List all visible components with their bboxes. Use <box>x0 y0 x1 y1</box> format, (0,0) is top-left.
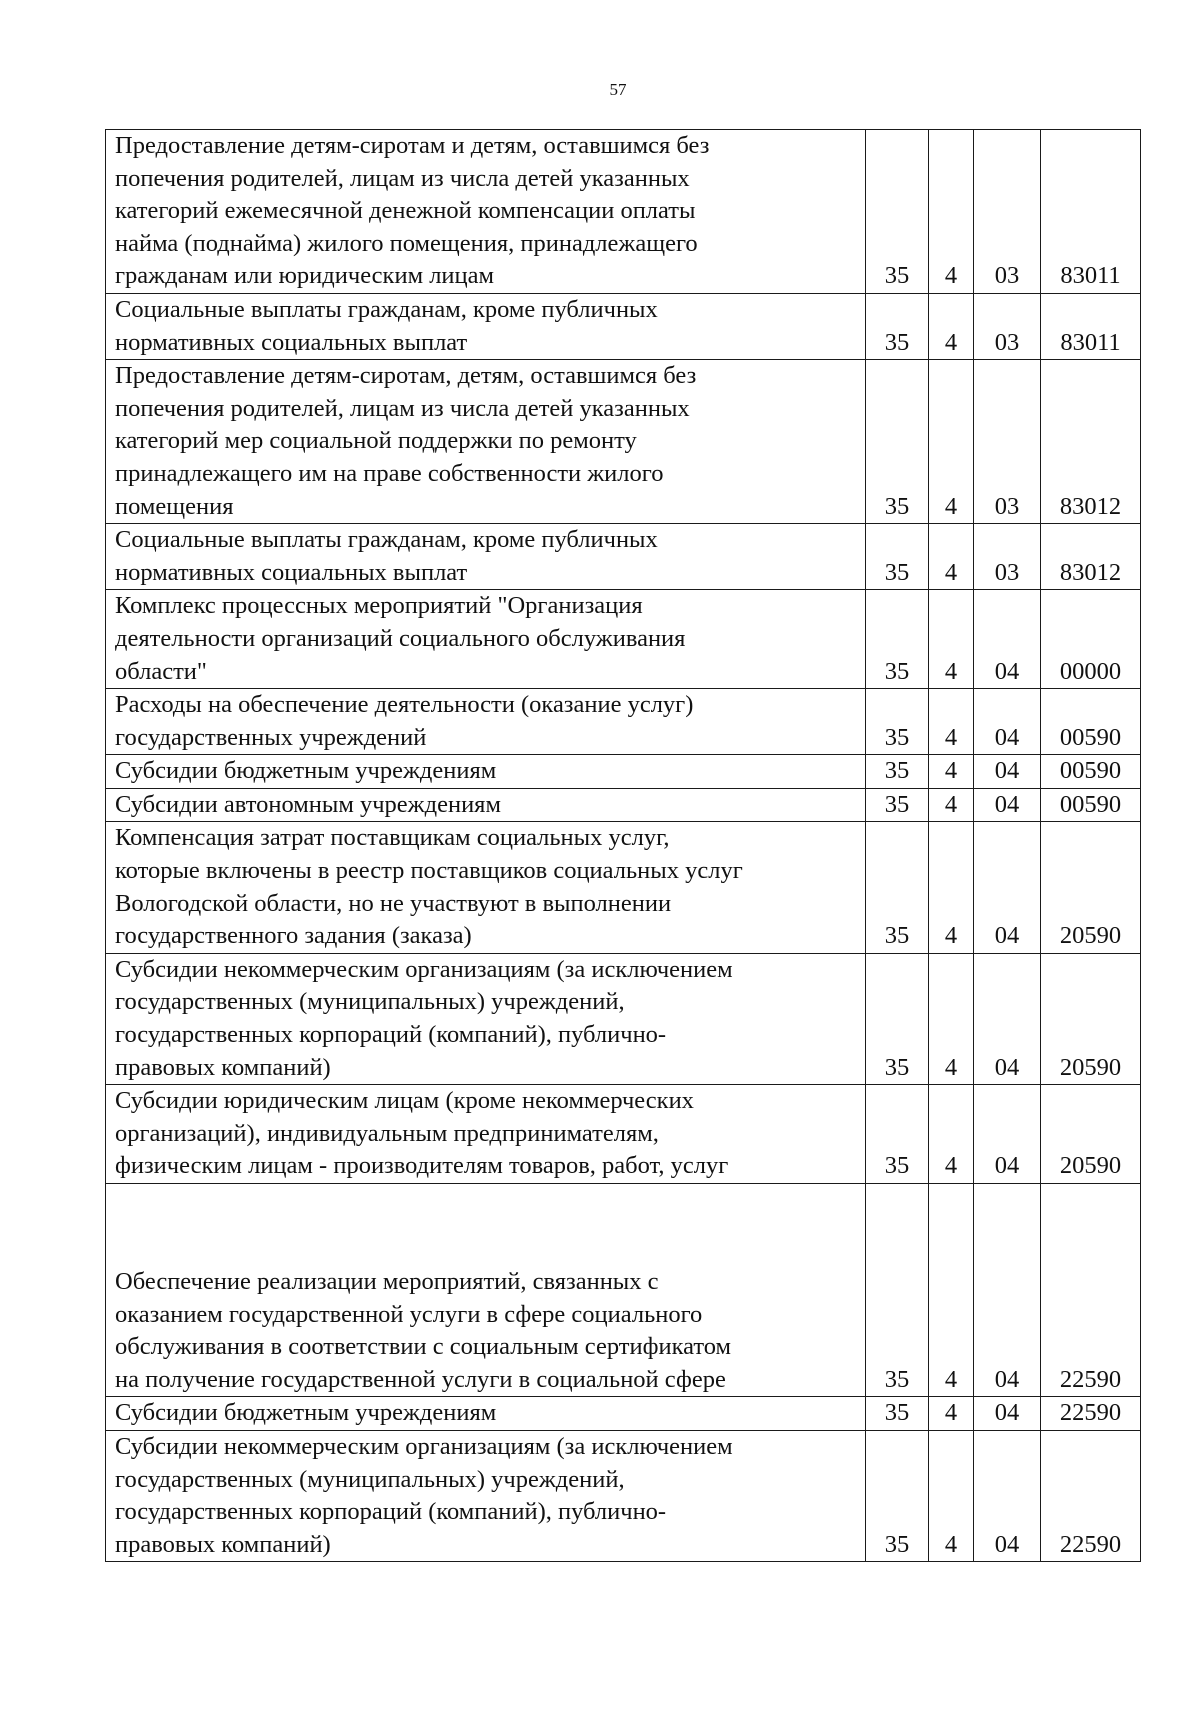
table-row <box>106 822 1141 953</box>
table-row <box>106 590 1141 689</box>
row-name: Предоставление детям-сиротам и детям, оставшимся без попечения родителей, лицам из числа детей указанных категорий ежемесячной денежной компенсации оплаты найма (поднайма) жилого помещения, принадлежащего гражданам или юридическим лицам <box>106 130 866 294</box>
row-name: Социальные выплаты гражданам, кроме публичных нормативных социальных выплат <box>106 293 866 359</box>
table-row <box>106 788 1141 822</box>
event-code: 03 <box>974 293 1041 359</box>
subprogram-code: 4 <box>929 524 974 590</box>
direction-code: 22590 <box>1041 1430 1141 1561</box>
table-row <box>106 755 1141 789</box>
direction-code: 83012 <box>1041 360 1141 524</box>
program-code: 35 <box>866 1397 929 1431</box>
subprogram-code: 4 <box>929 822 974 953</box>
direction-code: 00000 <box>1041 590 1141 689</box>
event-code: 04 <box>974 822 1041 953</box>
row-name <box>106 1184 866 1397</box>
table-row <box>106 360 1141 524</box>
subprogram-code: 4 <box>929 130 974 294</box>
direction-code: 83012 <box>1041 524 1141 590</box>
event-code: 04 <box>974 590 1041 689</box>
event-code: 04 <box>974 755 1041 789</box>
event-code: 04 <box>974 1184 1041 1397</box>
direction-code: 83011 <box>1041 293 1141 359</box>
subprogram-code: 4 <box>929 755 974 789</box>
row-name: Субсидии некоммерческим организациям (за исключением государственных (муниципальных) учреждений, государственных корпораций (компаний), публично- правовых компаний) <box>106 953 866 1084</box>
table-row <box>106 1430 1141 1561</box>
table-row <box>106 689 1141 755</box>
program-code: 35 <box>866 1430 929 1561</box>
program-code: 35 <box>866 953 929 1084</box>
table-row <box>106 130 1141 294</box>
program-code: 35 <box>866 788 929 822</box>
table-row <box>106 1184 1141 1397</box>
row-name: Комплекс процессных мероприятий "Организация деятельности организаций социального обслуживания области" <box>106 590 866 689</box>
subprogram-code: 4 <box>929 1397 974 1431</box>
subprogram-code: 4 <box>929 293 974 359</box>
event-code: 04 <box>974 788 1041 822</box>
table-row <box>106 1397 1141 1431</box>
row-name: Субсидии бюджетным учреждениям <box>106 755 866 789</box>
subprogram-code: 4 <box>929 1184 974 1397</box>
direction-code: 20590 <box>1041 953 1141 1084</box>
subprogram-code: 4 <box>929 1430 974 1561</box>
program-code: 35 <box>866 360 929 524</box>
row-name-text: Обеспечение реализации мероприятий, связанных с оказанием государственной услуги в сфере социального обслуживания в соответствии с социальным сертификатом на получение государственной услуги в социальной сфере <box>115 1268 732 1393</box>
direction-code: 20590 <box>1041 1085 1141 1184</box>
row-name: Социальные выплаты гражданам, кроме публичных нормативных социальных выплат <box>106 524 866 590</box>
subprogram-code: 4 <box>929 788 974 822</box>
event-code: 04 <box>974 1430 1041 1561</box>
blank-space <box>115 1184 857 1266</box>
event-code: 03 <box>974 524 1041 590</box>
event-code: 04 <box>974 1397 1041 1431</box>
program-code: 35 <box>866 755 929 789</box>
event-code: 04 <box>974 1085 1041 1184</box>
table-row <box>106 953 1141 1084</box>
row-name: Субсидии юридическим лицам (кроме некоммерческих организаций), индивидуальным предпринимателям, физическим лицам - производителям товаров, работ, услуг <box>106 1085 866 1184</box>
table-row <box>106 1085 1141 1184</box>
table-row <box>106 524 1141 590</box>
program-code: 35 <box>866 293 929 359</box>
subprogram-code: 4 <box>929 590 974 689</box>
event-code: 03 <box>974 130 1041 294</box>
table-row <box>106 293 1141 359</box>
program-code: 35 <box>866 1085 929 1184</box>
program-code: 35 <box>866 1184 929 1397</box>
direction-code: 83011 <box>1041 130 1141 294</box>
program-code: 35 <box>866 822 929 953</box>
budget-table <box>105 129 1141 1562</box>
subprogram-code: 4 <box>929 689 974 755</box>
direction-code: 00590 <box>1041 788 1141 822</box>
event-code: 04 <box>974 689 1041 755</box>
program-code: 35 <box>866 524 929 590</box>
direction-code: 22590 <box>1041 1397 1141 1431</box>
direction-code: 00590 <box>1041 755 1141 789</box>
event-code: 03 <box>974 360 1041 524</box>
subprogram-code: 4 <box>929 1085 974 1184</box>
row-name: Компенсация затрат поставщикам социальных услуг, которые включены в реестр поставщиков социальных услуг Вологодской области, но не участвуют в выполнении государственного задания (заказа) <box>106 822 866 953</box>
row-name: Субсидии автономным учреждениям <box>106 788 866 822</box>
subprogram-code: 4 <box>929 953 974 1084</box>
row-name: Предоставление детям-сиротам, детям, оставшимся без попечения родителей, лицам из числа детей указанных категорий мер социальной поддержки по ремонту принадлежащего им на праве собственности жилого помещения <box>106 360 866 524</box>
row-name: Расходы на обеспечение деятельности (оказание услуг) государственных учреждений <box>106 689 866 755</box>
direction-code: 20590 <box>1041 822 1141 953</box>
program-code: 35 <box>866 689 929 755</box>
page-number: 57 <box>609 80 627 99</box>
direction-code: 00590 <box>1041 689 1141 755</box>
row-name: Субсидии бюджетным учреждениям <box>106 1397 866 1431</box>
program-code: 35 <box>866 590 929 689</box>
program-code: 35 <box>866 130 929 294</box>
subprogram-code: 4 <box>929 360 974 524</box>
row-name: Субсидии некоммерческим организациям (за исключением государственных (муниципальных) учреждений, государственных корпораций (компаний), публично- правовых компаний) <box>106 1430 866 1561</box>
direction-code: 22590 <box>1041 1184 1141 1397</box>
event-code: 04 <box>974 953 1041 1084</box>
